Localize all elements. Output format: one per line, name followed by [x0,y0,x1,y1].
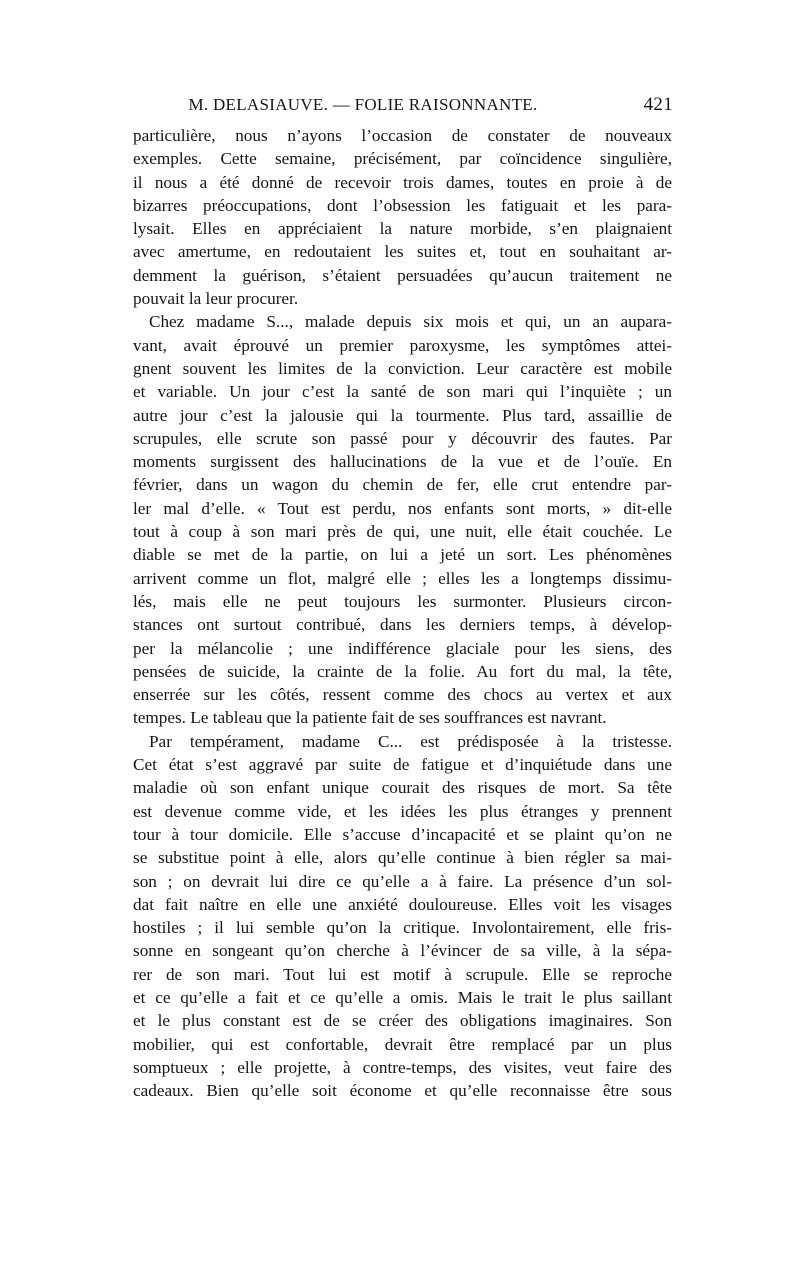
text-line: mobilier, qui est confortable, devrait être remplacé par un plus [133,1034,672,1054]
text-line: somptueux ; elle projette, à contre-temps, des visites, veut faire des [133,1057,672,1077]
text-line: hostiles ; il lui semble qu’on la critique. Involontairement, elle fris- [133,918,672,938]
text-line: maladie où son enfant unique courait des risques de mort. Sa tête [133,778,672,798]
text-line: février, dans un wagon du chemin de fer, elle crut entendre par- [133,475,672,495]
text-line: arrivent comme un flot, malgré elle ; elles les a longtemps dissimu- [133,568,672,588]
text-line: sonne en songeant qu’on cherche à l’évincer de sa ville, à la sépa- [133,941,672,961]
text-line: tempes. Le tableau que la patiente fait de ses souffrances est navrant. [133,708,607,728]
text-line: diable se met de la partie, on lui a jeté un sort. Les phénomènes [133,545,672,565]
paragraph [133,124,672,310]
text-line: dat fait naître en elle une anxiété douloureuse. Elles voit les visages [133,894,672,914]
text-line: autre jour c’est la jalousie qui la tourmente. Plus tard, assaillie de [133,405,672,425]
text-line: moments surgissent des hallucinations de la vue et de l’ouïe. En [133,452,672,472]
text-line: pensées de suicide, la crainte de la folie. Au fort du mal, la tête, [133,661,672,681]
running-head-title: M. DELASIAUVE. — FOLIE RAISONNANTE. [188,95,538,114]
text-line: stances ont surtout contribué, dans les derniers temps, à dévelop- [133,615,672,635]
text-line: demment la guérison, s’étaient persuadées qu’aucun traitement ne [133,265,672,285]
paragraph [133,310,672,729]
text-line: lysait. Elles en appréciaient la nature morbide, s’en plaignaient [133,219,672,239]
text-line: son ; on devrait lui dire ce qu’elle a à faire. La présence d’un sol- [133,871,672,891]
text-line: avec amertume, en redoutaient les suites et, tout en souhaitant ar- [133,242,672,262]
text-line: Chez madame S..., malade depuis six mois et qui, un an aupara- [149,312,672,332]
text-line: per la mélancolie ; une indifférence glaciale pour les siens, des [133,638,672,658]
text-line: enserrée sur les côtés, ressent comme des chocs au vertex et aux [133,685,672,705]
text-line: tout à coup à son mari près de qui, une nuit, elle était couchée. Le [133,522,672,542]
text-line: vant, avait éprouvé un premier paroxysme, les symptômes attei- [133,335,672,355]
text-line: et ce qu’elle a fait et ce qu’elle a omis. Mais le trait le plus saillant [133,987,672,1007]
text-line: gnent souvent les limites de la conviction. Leur caractère est mobile [133,358,672,378]
paragraph [133,730,672,1103]
running-head [133,92,673,118]
text-line: bizarres préoccupations, dont l’obsession les fatiguait et les para- [133,195,672,215]
text-line: Cet état s’est aggravé par suite de fatigue et d’inquiétude dans une [133,755,672,775]
text-line: tour à tour domicile. Elle s’accuse d’incapacité et se plaint qu’on ne [133,824,672,844]
page-number: 421 [643,94,673,115]
text-line: est devenue comme vide, et les idées les plus étranges y prennent [133,801,672,821]
text-line: Par tempérament, madame C... est prédisposée à la tristesse. [149,731,672,751]
text-line: particulière, nous n’ayons l’occasion de constater de nouveaux [133,126,672,145]
text-line: scrupules, elle scrute son passé pour y découvrir des fautes. Par [133,428,672,448]
text-line: ler mal d’elle. « Tout est perdu, nos enfants sont morts, » dit-elle [133,498,672,518]
text-line: et variable. Un jour c’est la santé de son mari qui l’inquiète ; un [133,382,672,402]
text-line: lés, mais elle ne peut toujours les surmonter. Plusieurs circon- [133,591,672,611]
text-line: se substitue point à elle, alors qu’elle continue à bien régler sa mai- [133,848,672,868]
text-line: il nous a été donné de recevoir trois dames, toutes en proie à de [133,172,672,192]
text-line: pouvait la leur procurer. [133,289,299,309]
text-line: cadeaux. Bien qu’elle soit économe et qu’elle reconnaisse être sous [133,1081,672,1101]
text-line: exemples. Cette semaine, précisément, par coïncidence singulière, [133,149,672,169]
text-line: rer de son mari. Tout lui est motif à scrupule. Elle se reproche [133,964,672,984]
text-line: et le plus constant est de se créer des obligations imaginaires. Son [133,1011,672,1031]
body-text [133,124,672,1102]
